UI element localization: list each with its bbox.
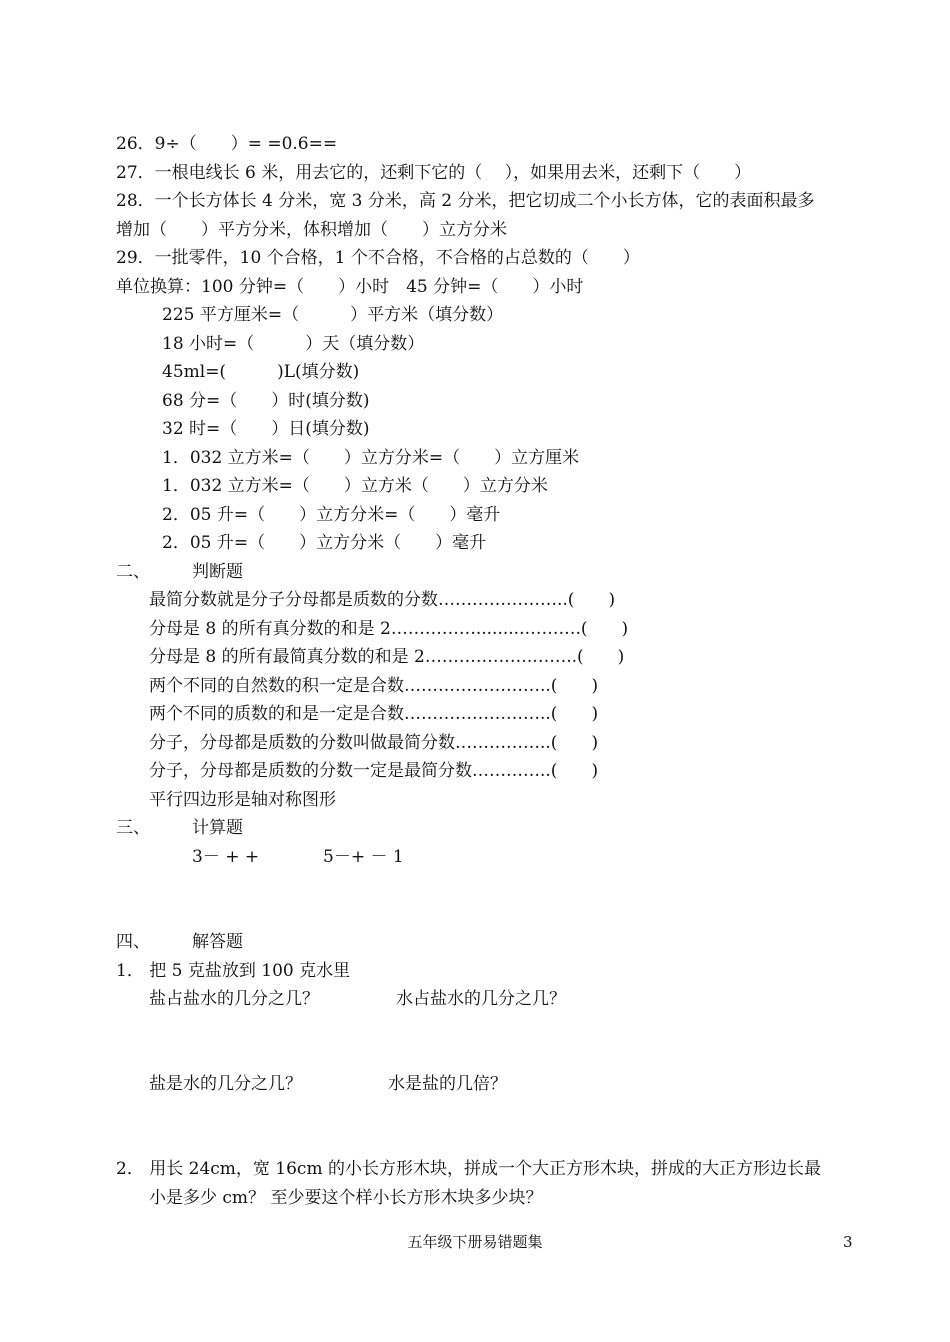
question-28-line1: 28．一个长方体长 4 分米，宽 3 分米，高 2 分米，把它切成二个小长方体，它的表面积最多 — [116, 191, 815, 211]
footer-title: 五年级下册易错题集 — [407, 1233, 543, 1251]
unit-conversion-item: 18 小时=（ ）天（填分数） — [162, 334, 425, 354]
page-number: 3 — [843, 1233, 853, 1251]
question-27: 27．一根电线长 6 米，用去它的，还剩下它的（ ），如果用去米，还剩下（ ） — [116, 163, 752, 183]
problem-1-title: 1． 把 5 克盐放到 100 克水里 — [116, 961, 351, 981]
section-2-heading — [116, 561, 243, 583]
problem-1-question: 水占盐水的几分之几？ — [396, 989, 566, 1009]
judgment-item: 平行四边形是轴对称图形 — [149, 790, 336, 810]
unit-conversion-item: 32 时=（ ）日(填分数) — [162, 419, 370, 439]
judgment-item: 分子，分母都是质数的分数叫做最简分数……………..( ) — [149, 733, 599, 753]
unit-conversion-item: 45ml=( )L(填分数) — [162, 362, 360, 382]
unit-conversion-item: 2．05 升=（ ）立方分米（ ）毫升 — [162, 533, 487, 553]
problem-2-line1: 2． 用长 24cm，宽 16cm 的小长方形木块，拼成一个大正方形木块，拼成的大正方形边长最 — [116, 1159, 821, 1179]
question-29: 29．一批零件，10 个合格，1 个不合格，不合格的占总数的（ ） — [116, 248, 640, 268]
section-3-heading — [116, 817, 243, 839]
calc-expression-1: 3－ + + — [192, 847, 260, 867]
problem-1-question: 盐是水的几分之几？ — [149, 1074, 302, 1094]
problem-1-question: 盐占盐水的几分之几？ — [149, 989, 319, 1009]
section-title: 判断题 — [192, 562, 243, 582]
unit-conversion-header: 单位换算：100 分钟=（ ）小时 45 分钟=（ ）小时 — [116, 277, 584, 297]
problem-2-line2: 小是多少 cm？ 至少要这个样小长方形木块多少块？ — [149, 1188, 543, 1208]
unit-conversion-item: 68 分=（ ）时(填分数) — [162, 391, 370, 411]
section-title: 解答题 — [192, 932, 243, 952]
judgment-item: 两个不同的质数的和是一定是合数……………………..( ) — [149, 704, 599, 724]
section-title: 计算题 — [192, 818, 243, 838]
judgment-item: 分母是 8 的所有真分数的和是 2…………….........……….( ) — [149, 619, 629, 639]
judgment-item: 分子，分母都是质数的分数一定是最简分数…………..( ) — [149, 761, 599, 781]
section-4-heading — [116, 931, 243, 953]
section-number: 二、 — [116, 562, 150, 582]
unit-conversion-item: 225 平方厘米=（ ）平方米（填分数） — [162, 305, 504, 325]
judgment-item: 分母是 8 的所有最简真分数的和是 2……………….……..( ) — [149, 647, 625, 667]
problem-1-question: 水是盐的几倍？ — [388, 1074, 507, 1094]
unit-conversion-item: 2．05 升=（ ）立方分米=（ ）毫升 — [162, 505, 501, 525]
judgment-item: 两个不同的自然数的积一定是合数……………………..( ) — [149, 676, 599, 696]
question-26: 26．9÷（ ）= =0.6== — [116, 134, 338, 154]
section-number: 四、 — [116, 932, 150, 952]
question-28-line2: 增加（ ）平方分米，体积增加（ ）立方分米 — [116, 220, 507, 240]
unit-conversion-item: 1．032 立方米=（ ）立方米（ ）立方分米 — [162, 476, 548, 496]
unit-conversion-item: 1．032 立方米=（ ）立方分米=（ ）立方厘米 — [162, 448, 580, 468]
calc-expression-2: 5－+ － 1 — [323, 847, 404, 867]
judgment-item: 最简分数就是分子分母都是质数的分数…………………..( ) — [149, 590, 616, 610]
section-number: 三、 — [116, 818, 150, 838]
